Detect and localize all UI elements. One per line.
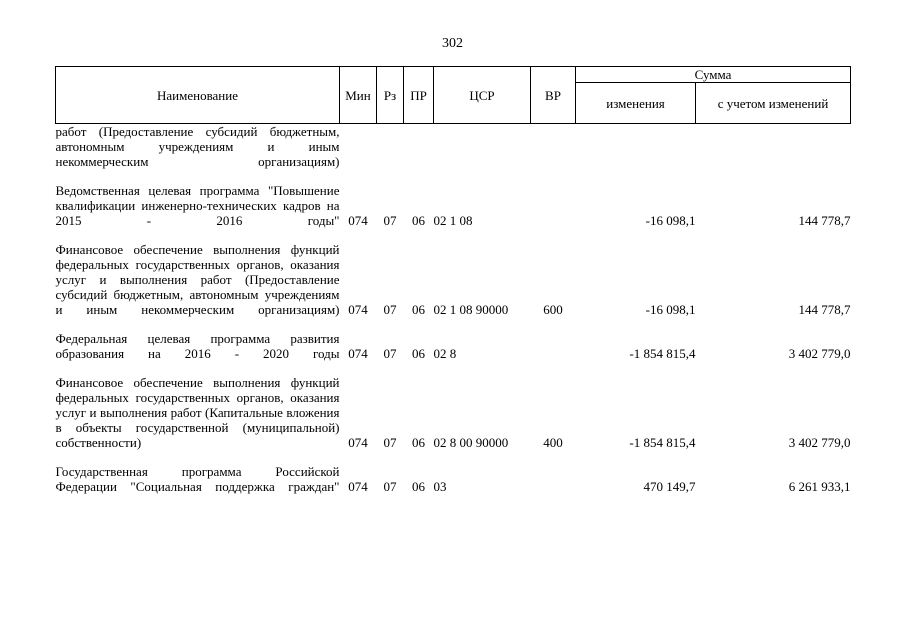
row-pr: 06 <box>412 479 425 494</box>
row-csr: 02 1 08 90000 <box>433 302 509 317</box>
row-rz: 07 <box>383 346 397 361</box>
row-total: 3 402 779,0 <box>788 346 851 361</box>
page-number: 302 <box>442 36 463 51</box>
header-pr: ПР <box>404 67 434 124</box>
row-total: 6 261 933,1 <box>788 479 851 494</box>
row-vr: 400 <box>543 435 563 450</box>
row-vr <box>531 183 576 228</box>
row-rz: 07 <box>383 435 397 450</box>
row-min: 074 <box>348 213 368 228</box>
row-rz: 07 <box>383 213 397 228</box>
row-csr: 03 <box>433 479 447 494</box>
header-changes: изменения <box>576 83 696 124</box>
row-pr: 06 <box>412 213 425 228</box>
row-name: Ведомственная целевая программа "Повышение квалификации инженерно-технических кадров на 2015 - 2016 годы" <box>55 183 340 228</box>
row-name: работ (Предоставление субсидий бюджетным, автономным учреждениям и иным некоммерческим организациям) <box>55 124 340 169</box>
row-min: 074 <box>348 479 368 494</box>
row-rz: 07 <box>383 479 397 494</box>
table-row <box>56 331 851 361</box>
header-csr: ЦСР <box>434 67 531 124</box>
row-min: 074 <box>348 435 368 450</box>
row-change: -16 098,1 <box>645 213 696 228</box>
row-csr: 02 8 00 90000 <box>433 435 509 450</box>
row-change: -1 854 815,4 <box>629 435 696 450</box>
row-change: -16 098,1 <box>645 302 696 317</box>
header-name: Наименование <box>56 67 340 124</box>
header-with-changes: с учетом изменений <box>696 83 851 124</box>
header-rz: Рз <box>377 67 404 124</box>
row-vr <box>531 464 576 494</box>
row-name: Финансовое обеспечение выполнения функций федеральных государственных органов, оказания услуг и выполнения работ (Капитальные вложения в объекты государственной (муниципальной) собственности) <box>55 375 340 450</box>
row-total: 144 778,7 <box>798 302 851 317</box>
table-row <box>56 124 851 170</box>
row-min <box>340 124 377 170</box>
row-name: Федеральная целевая программа развития образования на 2016 - 2020 годы <box>55 331 340 361</box>
row-change <box>576 124 696 170</box>
table-row <box>56 464 851 494</box>
row-change: -1 854 815,4 <box>629 346 696 361</box>
row-name: Финансовое обеспечение выполнения функций федеральных государственных органов, оказания услуг и выполнения работ (Предоставление субсидий бюджетным, автономным учреждениям и иным некоммерческим организациям) <box>55 242 340 317</box>
row-csr: 02 8 <box>433 346 457 361</box>
row-total: 3 402 779,0 <box>788 435 851 450</box>
table-row <box>56 242 851 317</box>
row-change: 470 149,7 <box>643 479 696 494</box>
row-pr: 06 <box>412 346 425 361</box>
table-row <box>56 183 851 228</box>
budget-table <box>55 66 851 494</box>
row-csr: 02 1 08 <box>433 213 473 228</box>
table-body <box>56 124 851 495</box>
row-csr <box>434 124 531 170</box>
table-row <box>56 375 851 450</box>
row-pr: 06 <box>412 302 425 317</box>
row-rz: 07 <box>383 302 397 317</box>
row-min: 074 <box>348 346 368 361</box>
row-name: Государственная программа Российской Федерации "Социальная поддержка граждан" <box>55 464 340 494</box>
row-total <box>696 124 851 170</box>
header-min: Мин <box>340 67 377 124</box>
row-min: 074 <box>348 302 368 317</box>
row-vr <box>531 331 576 361</box>
header-summa: Сумма <box>576 67 851 83</box>
row-total: 144 778,7 <box>798 213 851 228</box>
row-vr: 600 <box>543 302 563 317</box>
row-vr <box>531 124 576 170</box>
header-vr: ВР <box>531 67 576 124</box>
row-pr: 06 <box>412 435 425 450</box>
table-header <box>56 67 851 124</box>
row-rz <box>377 124 404 170</box>
row-pr <box>404 124 434 170</box>
